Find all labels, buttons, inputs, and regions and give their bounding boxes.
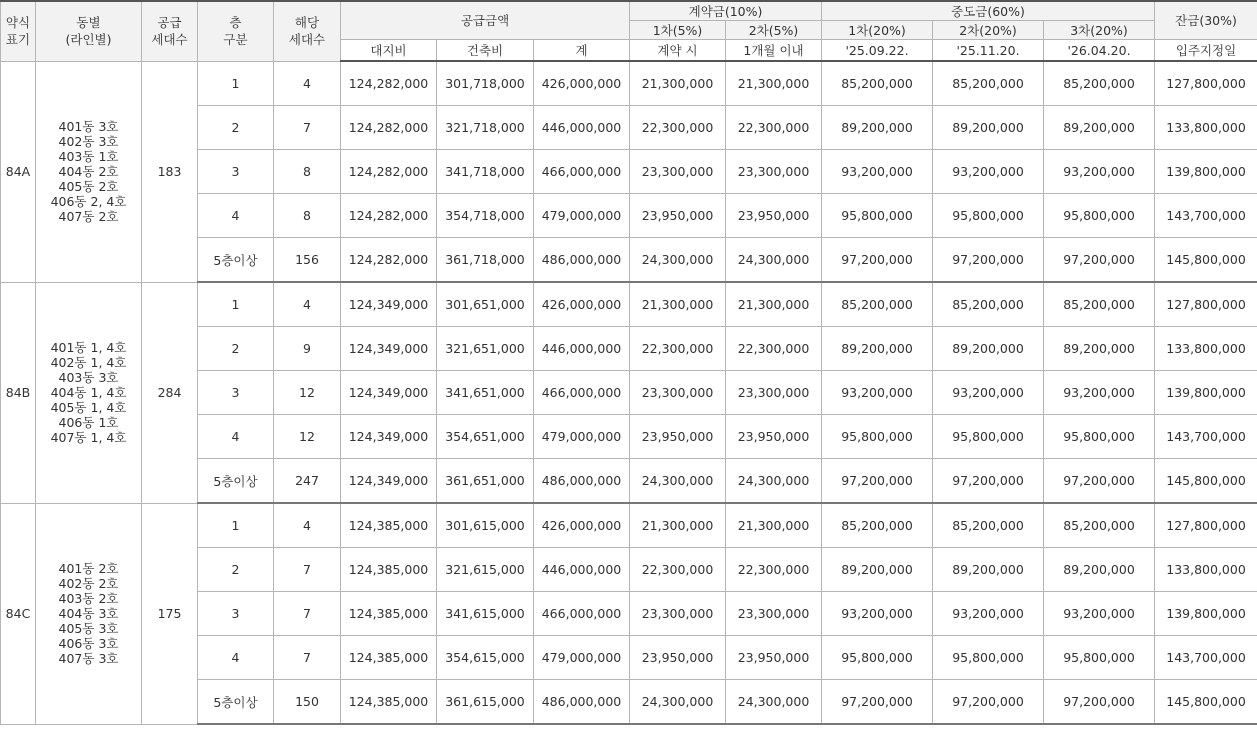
header-abbr: 약식 표기 [1,1,36,61]
header-supply: 공급 세대수 [142,1,198,61]
mid-payment-3-cell: 85,200,000 [1044,282,1155,327]
total-price-cell: 486,000,000 [534,238,630,283]
deposit-1-cell: 23,300,000 [630,592,726,636]
mid-payment-2-cell: 93,200,000 [933,150,1044,194]
build-cost-cell: 361,615,000 [437,680,534,725]
dong-lines-cell: 401동 2호 402동 2호 403동 2호 404동 3호 405동 3호 406동 3호 407동 3호 [36,503,142,724]
build-cost-cell: 341,651,000 [437,371,534,415]
mid-payment-3-cell: 89,200,000 [1044,327,1155,371]
type-abbr-cell: 84C [1,503,36,724]
deposit-2-cell: 23,300,000 [726,371,822,415]
deposit-2-cell: 24,300,000 [726,238,822,283]
mid-payment-3-cell: 97,200,000 [1044,238,1155,283]
balance-cell: 143,700,000 [1155,415,1257,459]
total-price-cell: 426,000,000 [534,61,630,106]
land-cost-cell: 124,385,000 [341,680,437,725]
units-cell: 12 [274,415,341,459]
land-cost-cell: 124,282,000 [341,61,437,106]
balance-cell: 143,700,000 [1155,636,1257,680]
deposit-2-cell: 22,300,000 [726,548,822,592]
mid-payment-2-cell: 89,200,000 [933,548,1044,592]
header-mid-2: 2차(20%) [933,21,1044,40]
header-land: 대지비 [341,40,437,62]
land-cost-cell: 124,385,000 [341,503,437,548]
build-cost-cell: 321,615,000 [437,548,534,592]
total-price-cell: 446,000,000 [534,327,630,371]
mid-payment-2-cell: 97,200,000 [933,680,1044,725]
total-price-cell: 426,000,000 [534,503,630,548]
total-price-cell: 466,000,000 [534,592,630,636]
build-cost-cell: 354,615,000 [437,636,534,680]
floor-cell: 4 [198,636,274,680]
build-cost-cell: 341,615,000 [437,592,534,636]
dong-lines-cell: 401동 3호 402동 3호 403동 1호 404동 2호 405동 2호 406동 2, 4호 407동 2호 [36,61,142,282]
mid-payment-1-cell: 89,200,000 [822,106,933,150]
mid-payment-2-cell: 85,200,000 [933,61,1044,106]
balance-cell: 143,700,000 [1155,194,1257,238]
units-cell: 7 [274,548,341,592]
header-mid-2-date: '25.11.20. [933,40,1044,62]
land-cost-cell: 124,282,000 [341,238,437,283]
units-cell: 12 [274,371,341,415]
mid-payment-3-cell: 93,200,000 [1044,371,1155,415]
mid-payment-1-cell: 89,200,000 [822,327,933,371]
deposit-1-cell: 23,950,000 [630,636,726,680]
header-balance-group: 잔금(30%) [1155,1,1257,40]
mid-payment-3-cell: 85,200,000 [1044,503,1155,548]
header-deposit-1: 1차(5%) [630,21,726,40]
mid-payment-3-cell: 89,200,000 [1044,548,1155,592]
mid-payment-1-cell: 93,200,000 [822,150,933,194]
units-cell: 4 [274,61,341,106]
supply-units-cell: 284 [142,282,198,503]
type-abbr-cell: 84A [1,61,36,282]
mid-payment-3-cell: 85,200,000 [1044,61,1155,106]
mid-payment-2-cell: 97,200,000 [933,238,1044,283]
mid-payment-1-cell: 95,800,000 [822,194,933,238]
balance-cell: 139,800,000 [1155,371,1257,415]
deposit-2-cell: 21,300,000 [726,282,822,327]
header-balance-when: 입주지정일 [1155,40,1257,62]
build-cost-cell: 354,718,000 [437,194,534,238]
header-build: 건축비 [437,40,534,62]
mid-payment-1-cell: 97,200,000 [822,680,933,725]
table-header [1,1,1257,61]
floor-cell: 4 [198,415,274,459]
deposit-1-cell: 23,300,000 [630,371,726,415]
deposit-1-cell: 22,300,000 [630,327,726,371]
land-cost-cell: 124,349,000 [341,282,437,327]
mid-payment-3-cell: 95,800,000 [1044,194,1155,238]
mid-payment-3-cell: 97,200,000 [1044,680,1155,725]
mid-payment-3-cell: 93,200,000 [1044,150,1155,194]
header-price-group: 공급금액 [341,1,630,40]
supply-units-cell: 175 [142,503,198,724]
balance-cell: 133,800,000 [1155,548,1257,592]
total-price-cell: 479,000,000 [534,415,630,459]
type-abbr-cell: 84B [1,282,36,503]
floor-cell: 5층이상 [198,238,274,283]
total-price-cell: 479,000,000 [534,636,630,680]
land-cost-cell: 124,385,000 [341,548,437,592]
mid-payment-2-cell: 95,800,000 [933,194,1044,238]
units-cell: 7 [274,592,341,636]
units-cell: 150 [274,680,341,725]
balance-cell: 145,800,000 [1155,459,1257,504]
land-cost-cell: 124,282,000 [341,194,437,238]
header-dong: 동별 (라인별) [36,1,142,61]
header-units: 해당 세대수 [274,1,341,61]
header-deposit-group: 계약금(10%) [630,1,822,21]
header-mid-3-date: '26.04.20. [1044,40,1155,62]
table-row [1,61,1257,106]
header-mid-3: 3차(20%) [1044,21,1155,40]
mid-payment-1-cell: 97,200,000 [822,459,933,504]
balance-cell: 127,800,000 [1155,282,1257,327]
deposit-1-cell: 21,300,000 [630,282,726,327]
deposit-1-cell: 21,300,000 [630,61,726,106]
supply-units-cell: 183 [142,61,198,282]
mid-payment-2-cell: 95,800,000 [933,415,1044,459]
dong-lines-cell: 401동 1, 4호 402동 1, 4호 403동 3호 404동 1, 4호 405동 1, 4호 406동 1호 407동 1, 4호 [36,282,142,503]
total-price-cell: 446,000,000 [534,548,630,592]
balance-cell: 145,800,000 [1155,680,1257,725]
land-cost-cell: 124,385,000 [341,636,437,680]
deposit-2-cell: 23,300,000 [726,150,822,194]
deposit-2-cell: 23,950,000 [726,194,822,238]
units-cell: 4 [274,503,341,548]
floor-cell: 5층이상 [198,459,274,504]
header-mid-1: 1차(20%) [822,21,933,40]
units-cell: 8 [274,150,341,194]
balance-cell: 133,800,000 [1155,327,1257,371]
deposit-2-cell: 23,950,000 [726,636,822,680]
land-cost-cell: 124,282,000 [341,150,437,194]
deposit-1-cell: 24,300,000 [630,238,726,283]
floor-cell: 1 [198,61,274,106]
header-deposit-2-when: 1개월 이내 [726,40,822,62]
balance-cell: 127,800,000 [1155,61,1257,106]
floor-cell: 5층이상 [198,680,274,725]
balance-cell: 145,800,000 [1155,238,1257,283]
table-row [1,282,1257,327]
total-price-cell: 426,000,000 [534,282,630,327]
header-deposit-1-when: 계약 시 [630,40,726,62]
build-cost-cell: 361,651,000 [437,459,534,504]
header-deposit-2: 2차(5%) [726,21,822,40]
table-row [1,503,1257,548]
floor-cell: 2 [198,106,274,150]
land-cost-cell: 124,282,000 [341,106,437,150]
mid-payment-1-cell: 95,800,000 [822,636,933,680]
balance-cell: 127,800,000 [1155,503,1257,548]
mid-payment-1-cell: 93,200,000 [822,371,933,415]
land-cost-cell: 124,349,000 [341,415,437,459]
build-cost-cell: 301,651,000 [437,282,534,327]
deposit-1-cell: 21,300,000 [630,503,726,548]
mid-payment-1-cell: 85,200,000 [822,61,933,106]
table-body [1,61,1257,724]
floor-cell: 1 [198,503,274,548]
deposit-2-cell: 21,300,000 [726,61,822,106]
deposit-2-cell: 21,300,000 [726,503,822,548]
deposit-1-cell: 23,300,000 [630,150,726,194]
mid-payment-2-cell: 93,200,000 [933,592,1044,636]
total-price-cell: 479,000,000 [534,194,630,238]
land-cost-cell: 124,385,000 [341,592,437,636]
land-cost-cell: 124,349,000 [341,371,437,415]
total-price-cell: 466,000,000 [534,371,630,415]
header-mid-group: 중도금(60%) [822,1,1155,21]
land-cost-cell: 124,349,000 [341,459,437,504]
mid-payment-1-cell: 85,200,000 [822,282,933,327]
balance-cell: 133,800,000 [1155,106,1257,150]
build-cost-cell: 354,651,000 [437,415,534,459]
mid-payment-1-cell: 93,200,000 [822,592,933,636]
mid-payment-1-cell: 89,200,000 [822,548,933,592]
deposit-1-cell: 22,300,000 [630,548,726,592]
mid-payment-2-cell: 95,800,000 [933,636,1044,680]
header-total: 계 [534,40,630,62]
units-cell: 8 [274,194,341,238]
floor-cell: 3 [198,371,274,415]
units-cell: 7 [274,106,341,150]
mid-payment-3-cell: 93,200,000 [1044,592,1155,636]
build-cost-cell: 341,718,000 [437,150,534,194]
deposit-1-cell: 23,950,000 [630,415,726,459]
balance-cell: 139,800,000 [1155,592,1257,636]
deposit-1-cell: 22,300,000 [630,106,726,150]
deposit-2-cell: 23,950,000 [726,415,822,459]
deposit-2-cell: 22,300,000 [726,327,822,371]
mid-payment-2-cell: 97,200,000 [933,459,1044,504]
total-price-cell: 466,000,000 [534,150,630,194]
mid-payment-3-cell: 95,800,000 [1044,415,1155,459]
floor-cell: 3 [198,150,274,194]
units-cell: 9 [274,327,341,371]
build-cost-cell: 321,718,000 [437,106,534,150]
deposit-2-cell: 24,300,000 [726,680,822,725]
deposit-2-cell: 23,300,000 [726,592,822,636]
mid-payment-1-cell: 85,200,000 [822,503,933,548]
mid-payment-1-cell: 95,800,000 [822,415,933,459]
mid-payment-3-cell: 89,200,000 [1044,106,1155,150]
mid-payment-2-cell: 89,200,000 [933,327,1044,371]
build-cost-cell: 301,718,000 [437,61,534,106]
units-cell: 7 [274,636,341,680]
mid-payment-2-cell: 85,200,000 [933,282,1044,327]
deposit-1-cell: 24,300,000 [630,680,726,725]
units-cell: 4 [274,282,341,327]
units-cell: 247 [274,459,341,504]
mid-payment-1-cell: 97,200,000 [822,238,933,283]
total-price-cell: 486,000,000 [534,459,630,504]
mid-payment-2-cell: 89,200,000 [933,106,1044,150]
floor-cell: 4 [198,194,274,238]
floor-cell: 2 [198,327,274,371]
total-price-cell: 446,000,000 [534,106,630,150]
mid-payment-3-cell: 97,200,000 [1044,459,1155,504]
deposit-2-cell: 24,300,000 [726,459,822,504]
build-cost-cell: 301,615,000 [437,503,534,548]
build-cost-cell: 321,651,000 [437,327,534,371]
floor-cell: 2 [198,548,274,592]
header-mid-1-date: '25.09.22. [822,40,933,62]
deposit-1-cell: 24,300,000 [630,459,726,504]
mid-payment-2-cell: 93,200,000 [933,371,1044,415]
build-cost-cell: 361,718,000 [437,238,534,283]
deposit-2-cell: 22,300,000 [726,106,822,150]
land-cost-cell: 124,349,000 [341,327,437,371]
balance-cell: 139,800,000 [1155,150,1257,194]
mid-payment-2-cell: 85,200,000 [933,503,1044,548]
mid-payment-3-cell: 95,800,000 [1044,636,1155,680]
header-floor: 층 구분 [198,1,274,61]
units-cell: 156 [274,238,341,283]
floor-cell: 1 [198,282,274,327]
floor-cell: 3 [198,592,274,636]
total-price-cell: 486,000,000 [534,680,630,725]
deposit-1-cell: 23,950,000 [630,194,726,238]
